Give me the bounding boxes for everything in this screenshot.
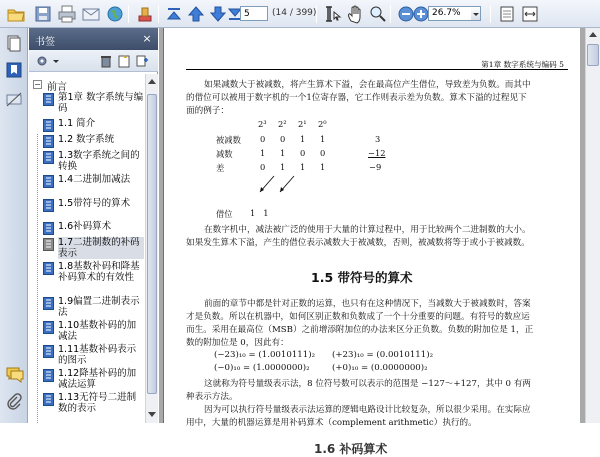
scroll-up-icon[interactable] (589, 32, 597, 37)
section-title: 1.5 带符号的算术 (311, 270, 413, 285)
bit-cell: 0 (260, 162, 266, 172)
decimal-value: −9 (369, 162, 382, 172)
equation: (−23)₁₀ = (1.0010111)₂ (214, 350, 316, 360)
last-page-icon[interactable] (225, 4, 239, 24)
paragraph-line: 数的附加位是 0，因此有： (186, 338, 289, 348)
equation: (+23)₁₀ = (0.0010111)₂ (332, 350, 434, 360)
paragraph-line: 这就称为符号量级表示法，8 位符号数可以表示的范围是 −127～+127，其中 0 有两 (204, 379, 531, 389)
scroll-down-icon[interactable] (148, 412, 156, 417)
paragraph-line: 如果减数大于被减数，将产生算术下溢，会在最高位产生借位，导致差为负数。而其中 (204, 80, 531, 90)
print-icon[interactable] (57, 4, 77, 24)
pages-panel-icon[interactable] (5, 34, 23, 52)
bookmark-page-icon (43, 93, 54, 106)
bookmark-page-icon (43, 393, 54, 406)
bookmark-page-icon (43, 321, 54, 334)
power-label: 2² (278, 119, 287, 129)
new-bookmark-icon[interactable] (117, 54, 131, 68)
options-gear-icon[interactable] (35, 54, 49, 68)
row-label: 被减数 (216, 135, 241, 145)
open-folder-icon[interactable] (6, 4, 26, 24)
paragraph-line: 因为可以执行符号量级表示法运算的逻辑电路设计比较复杂，所以很少采用。在实际应 (204, 405, 531, 415)
paragraph-line: 前面的章节中都是针对正数的运算，也只有在这种情况下，当减数大于被减数时，答案 (204, 299, 531, 309)
collapse-toggle-icon[interactable]: − (34, 80, 41, 89)
bookmark-page-icon (43, 151, 54, 164)
panel-header (29, 28, 158, 50)
paragraph-line: 面的例子： (186, 106, 229, 116)
bookmarks-panel-icon[interactable] (5, 61, 23, 79)
fit-width-icon[interactable] (520, 4, 540, 24)
hand-tool-icon[interactable] (345, 4, 365, 24)
power-label: 2¹ (298, 119, 307, 129)
borrow-bits: 1 1 (250, 208, 269, 218)
bookmark-page-icon (43, 119, 54, 132)
bit-cell: 1 (320, 162, 326, 172)
bit-cell: 0 (320, 148, 326, 158)
first-page-icon[interactable] (164, 4, 184, 24)
bit-cell: 1 (300, 134, 306, 144)
bookmark-page-icon (43, 175, 54, 188)
text-select-icon[interactable] (322, 4, 342, 24)
bit-cell: 1 (300, 162, 306, 172)
close-icon[interactable]: × (142, 32, 152, 45)
next-section-title: 1.6 补码算术 (314, 442, 388, 456)
panel-title: 书签 (35, 37, 55, 48)
delete-bookmark-icon[interactable] (99, 54, 113, 68)
bit-cell: 1 (280, 148, 286, 158)
email-icon[interactable] (81, 4, 101, 24)
attachment-paperclip-icon[interactable] (5, 392, 23, 410)
decimal-value: −12 (368, 148, 386, 158)
paragraph-line: 而生。采用在最高位（MSB）之前增添附加位的办法来区分正负数。负数的附加位是 1，正 (186, 325, 534, 335)
decimal-value: 3 (375, 134, 381, 144)
bookmark-page-icon (43, 199, 54, 212)
bit-cell: 0 (280, 134, 286, 144)
navigation-rail (0, 28, 28, 423)
options-chevron-icon[interactable] (49, 54, 57, 68)
bookmark-page-icon (43, 238, 54, 251)
page-count: (14 / 399) (272, 8, 317, 18)
row-label: 差 (216, 163, 225, 173)
power-label: 2⁰ (318, 119, 327, 129)
web-globe-icon[interactable] (105, 4, 125, 24)
hand-stamp-icon[interactable] (135, 4, 155, 24)
borrow-label: 借位 (216, 209, 233, 219)
bookmark-root-label: 前言 (47, 82, 67, 93)
scrollbar-thumb[interactable] (587, 44, 599, 66)
paragraph-line: 在数字机中，减法被广泛的使用于大量的计算过程中，用于比较两个二进制数的大小。 (204, 225, 531, 235)
bookmark-page-icon (43, 135, 54, 148)
page-number-input[interactable] (240, 6, 268, 21)
panel-toolbar (29, 50, 158, 72)
bit-cell: 1 (260, 148, 266, 158)
row-label: 减数 (216, 149, 233, 159)
bookmark-page-icon (43, 369, 54, 382)
previous-page-icon[interactable] (186, 4, 206, 24)
paragraph-line: 才是负数。所以在机器中，如何区别正数和负数成了一个十分重要的问题。有符号的数应运 (186, 312, 530, 322)
save-icon[interactable] (33, 4, 53, 24)
fit-page-icon[interactable] (497, 4, 517, 24)
document-page (163, 28, 580, 456)
document-scrollbar[interactable] (585, 28, 600, 423)
bookmark-scrollbar[interactable] (145, 74, 158, 423)
running-head: 第1章 数字系统与编码 5 (186, 59, 568, 70)
equation: (−0)₁₀ = (1.0000000)₂ (214, 363, 310, 373)
bookmark-page-icon (43, 222, 54, 235)
chevron-down-icon[interactable] (471, 6, 481, 21)
bookmarks-panel (29, 28, 158, 423)
signatures-panel-icon[interactable] (5, 90, 23, 108)
bookmark-page-icon (43, 297, 54, 310)
bookmark-page-icon (43, 345, 54, 358)
bookmark-tree: − 前言 第1章 数字系统与编码 1.1 简介 1.2 数字系统 1.3数字系统之间的转换 1.4二进制加减法 1.5带符号的算术 1.6补码算术 1.7二进制数的补码表示 1.8基数补码和降基补码算术的有效性 1.9偏置二进制表示法 1.10基数补码的加减法 1.11基数补码表示的图示 1.12降基补码的加减法运算 1.13无符号二进制数的表示 (29, 74, 145, 423)
power-label: 2³ (258, 119, 267, 129)
scroll-up-icon[interactable] (148, 79, 156, 84)
equation: (+0)₁₀ = (0.0000000)₂ (332, 363, 428, 373)
paragraph-line: 用中，大量的机器运算是用补码算术（complement arithmetic）执行的。 (186, 418, 477, 428)
comments-icon[interactable] (5, 365, 23, 383)
zoom-tool-icon[interactable] (368, 4, 388, 24)
paragraph-line: 如果发生算术下溢，产生的借位表示减数大于被减数，否则，被减数将等于或小于被减数。 (186, 238, 530, 248)
main-toolbar (0, 0, 600, 28)
scrollbar-thumb[interactable] (147, 94, 157, 394)
bit-cell: 0 (300, 148, 306, 158)
bit-cell: 1 (280, 162, 286, 172)
bit-cell: 1 (320, 134, 326, 144)
paragraph-line: 的借位可以被用于数字机的一个1位寄存器，它工作则表示差为负数。算术下溢的过程见下 (186, 93, 527, 103)
zoom-level-select[interactable]: 26.7% (428, 6, 472, 21)
bookmark-page-icon (43, 262, 54, 275)
borrow-arrows (250, 174, 310, 204)
expand-bookmark-icon[interactable] (135, 54, 149, 68)
bit-cell: 0 (260, 134, 266, 144)
paragraph-line: 种表示方法。 (186, 392, 238, 402)
